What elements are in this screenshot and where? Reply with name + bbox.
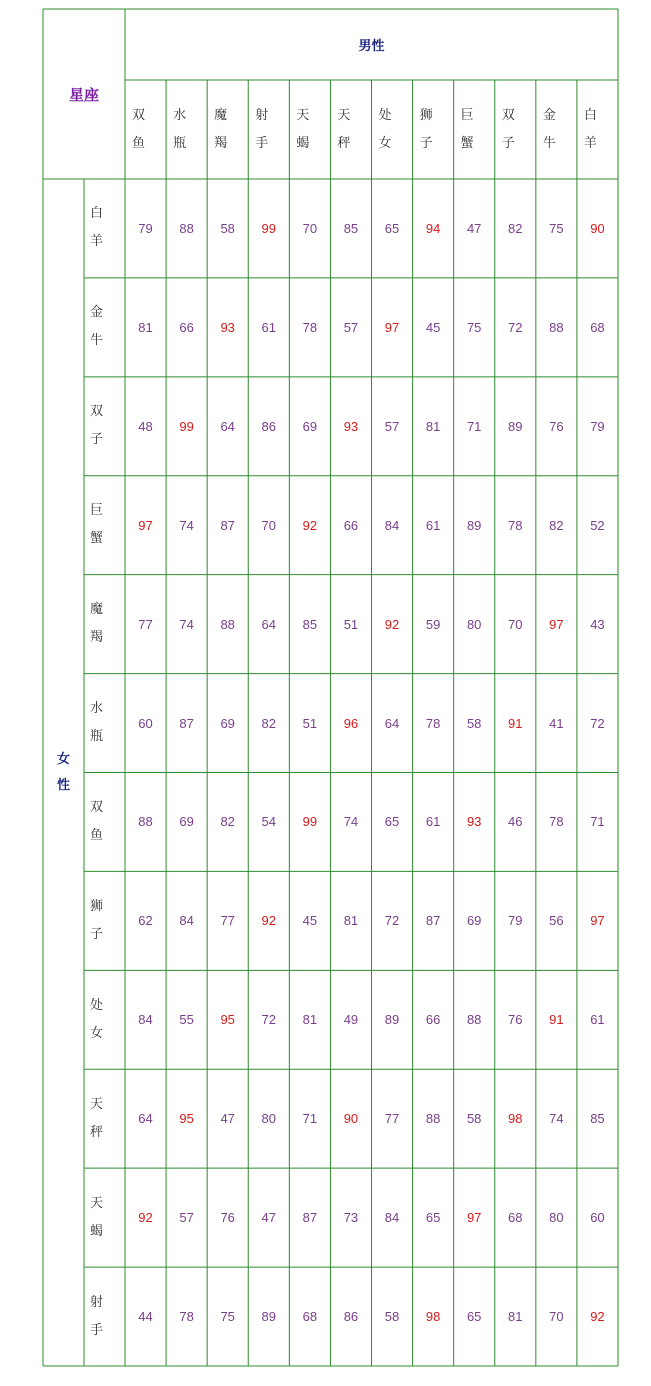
score-cell: 99 [261, 220, 277, 236]
score-cell: 49 [343, 1012, 359, 1028]
score-cell: 81 [343, 913, 359, 929]
score-cell: 68 [590, 319, 605, 335]
score-cell: 58 [220, 220, 235, 236]
score-cell: 78 [425, 715, 441, 731]
female-sign-header: 狮 子 [90, 898, 104, 942]
score-cell: 97 [384, 319, 400, 335]
score-cell: 72 [261, 1012, 277, 1028]
score-cell: 64 [138, 1111, 153, 1127]
score-cell: 56 [549, 913, 564, 929]
score-cell: 88 [220, 616, 235, 632]
score-cell: 71 [302, 1111, 318, 1127]
score-cell: 65 [425, 1210, 441, 1226]
score-cell: 62 [138, 913, 153, 929]
female-sign-header: 双 鱼 [90, 799, 104, 843]
score-cell: 92 [590, 1309, 605, 1325]
score-cell: 41 [549, 715, 564, 731]
female-sign-header: 金 牛 [90, 305, 104, 349]
score-cell: 88 [466, 1012, 482, 1028]
score-cell: 90 [343, 1111, 359, 1127]
score-cell: 92 [302, 517, 318, 533]
female-sign-header: 天 秤 [90, 1096, 104, 1140]
female-sign-header: 双 子 [90, 404, 104, 448]
score-cell: 81 [302, 1012, 318, 1028]
score-cell: 73 [343, 1210, 359, 1226]
female-sign-header: 水 瓶 [90, 701, 104, 745]
score-cell: 81 [508, 1309, 523, 1325]
score-cell: 54 [261, 814, 277, 830]
score-cell: 43 [590, 616, 605, 632]
score-cell: 97 [549, 616, 564, 632]
score-cell: 97 [590, 913, 605, 929]
score-cell: 98 [425, 1309, 441, 1325]
score-cell: 77 [220, 913, 235, 929]
score-cell: 85 [590, 1111, 605, 1127]
score-cell: 89 [466, 517, 482, 533]
score-cell: 74 [343, 814, 359, 830]
score-cell: 89 [508, 418, 523, 434]
score-cell: 65 [384, 814, 400, 830]
score-cell: 78 [179, 1309, 194, 1325]
score-cell: 70 [508, 616, 523, 632]
male-sign-header: 白 羊 [583, 107, 597, 151]
score-cell: 87 [179, 715, 194, 731]
score-cell: 82 [261, 715, 277, 731]
score-cell: 98 [508, 1111, 523, 1127]
score-cell: 68 [508, 1210, 523, 1226]
score-cell: 88 [425, 1111, 441, 1127]
score-cell: 95 [220, 1012, 235, 1028]
score-cell: 81 [138, 319, 153, 335]
male-sign-header: 水 瓶 [173, 107, 187, 151]
female-sign-header: 射 手 [90, 1294, 104, 1338]
score-cell: 66 [425, 1012, 441, 1028]
male-sign-header: 射 手 [255, 107, 269, 151]
score-cell: 75 [220, 1309, 235, 1325]
male-sign-header: 双 鱼 [132, 107, 146, 151]
score-cell: 84 [138, 1012, 153, 1028]
score-cell: 64 [220, 418, 235, 434]
score-cell: 71 [590, 814, 605, 830]
score-cell: 80 [261, 1111, 277, 1127]
score-cell: 79 [590, 418, 605, 434]
score-cell: 74 [179, 616, 194, 632]
score-cell: 69 [220, 715, 235, 731]
score-cell: 86 [343, 1309, 359, 1325]
score-cell: 84 [384, 1210, 400, 1226]
score-cell: 96 [343, 715, 359, 731]
score-cell: 88 [138, 814, 153, 830]
score-cell: 88 [549, 319, 564, 335]
score-cell: 79 [138, 220, 153, 236]
score-cell: 68 [302, 1309, 318, 1325]
score-cell: 60 [590, 1210, 605, 1226]
score-cell: 60 [138, 715, 153, 731]
score-cell: 72 [384, 913, 400, 929]
score-cell: 99 [179, 418, 194, 434]
score-cell: 91 [508, 715, 523, 731]
score-cell: 51 [302, 715, 318, 731]
score-cell: 97 [466, 1210, 482, 1226]
score-cell: 92 [261, 913, 277, 929]
male-sign-header: 狮 子 [419, 107, 433, 151]
score-cell: 78 [508, 517, 523, 533]
score-cell: 84 [384, 517, 400, 533]
score-cell: 95 [179, 1111, 194, 1127]
score-cell: 76 [508, 1012, 523, 1028]
score-cell: 58 [466, 1111, 482, 1127]
female-sign-header: 处 女 [90, 997, 104, 1041]
score-cell: 81 [425, 418, 441, 434]
score-cell: 55 [179, 1012, 194, 1028]
score-cell: 61 [590, 1012, 605, 1028]
score-cell: 78 [549, 814, 564, 830]
score-cell: 44 [138, 1309, 153, 1325]
score-cell: 77 [138, 616, 153, 632]
score-cell: 76 [220, 1210, 235, 1226]
female-sign-header: 天 蝎 [90, 1195, 104, 1239]
female-header-label: 女 性 [56, 751, 70, 793]
score-cell: 58 [384, 1309, 400, 1325]
score-cell: 91 [549, 1012, 564, 1028]
score-cell: 57 [179, 1210, 194, 1226]
score-cell: 51 [343, 616, 359, 632]
score-cell: 64 [261, 616, 277, 632]
male-header-label: 男性 [358, 39, 385, 54]
score-cell: 78 [302, 319, 318, 335]
score-cell: 65 [384, 220, 400, 236]
score-cell: 69 [302, 418, 318, 434]
score-cell: 64 [384, 715, 400, 731]
male-sign-header: 魔 羯 [214, 107, 228, 151]
score-cell: 93 [343, 418, 359, 434]
score-cell: 92 [384, 616, 400, 632]
score-cell: 71 [466, 418, 482, 434]
score-cell: 77 [384, 1111, 400, 1127]
score-cell: 47 [261, 1210, 277, 1226]
score-cell: 57 [343, 319, 359, 335]
score-cell: 94 [425, 220, 441, 236]
score-cell: 75 [549, 220, 564, 236]
male-sign-header: 双 子 [501, 107, 515, 151]
male-sign-header: 天 蝎 [296, 107, 310, 151]
score-cell: 61 [425, 814, 441, 830]
score-cell: 92 [138, 1210, 153, 1226]
score-cell: 87 [220, 517, 235, 533]
score-cell: 69 [466, 913, 482, 929]
score-cell: 93 [466, 814, 482, 830]
male-sign-header: 金 牛 [542, 107, 556, 151]
score-cell: 75 [466, 319, 482, 335]
score-cell: 99 [302, 814, 318, 830]
score-cell: 87 [425, 913, 441, 929]
score-cell: 90 [590, 220, 605, 236]
score-cell: 82 [549, 517, 564, 533]
score-cell: 72 [590, 715, 605, 731]
score-cell: 97 [138, 517, 153, 533]
score-cell: 79 [508, 913, 523, 929]
score-cell: 74 [549, 1111, 564, 1127]
score-cell: 45 [302, 913, 318, 929]
male-sign-header: 天 秤 [337, 107, 351, 151]
score-cell: 69 [179, 814, 194, 830]
score-cell: 66 [343, 517, 359, 533]
score-cell: 70 [261, 517, 277, 533]
corner-header-label: 星座 [68, 85, 99, 104]
male-sign-header: 巨 蟹 [460, 107, 474, 151]
score-cell: 65 [466, 1309, 482, 1325]
score-cell: 72 [508, 319, 523, 335]
score-cell: 88 [179, 220, 194, 236]
score-cell: 66 [179, 319, 194, 335]
female-sign-header: 白 羊 [90, 206, 104, 250]
score-cell: 46 [508, 814, 523, 830]
score-cell: 61 [425, 517, 441, 533]
score-cell: 47 [466, 220, 482, 236]
score-cell: 45 [425, 319, 441, 335]
score-cell: 70 [549, 1309, 564, 1325]
score-cell: 59 [425, 616, 441, 632]
score-cell: 58 [466, 715, 482, 731]
female-sign-header: 巨 蟹 [90, 503, 104, 547]
score-cell: 87 [302, 1210, 318, 1226]
score-cell: 85 [302, 616, 318, 632]
score-cell: 80 [466, 616, 482, 632]
score-cell: 89 [384, 1012, 400, 1028]
score-cell: 57 [384, 418, 400, 434]
score-cell: 82 [220, 814, 235, 830]
score-cell: 86 [261, 418, 277, 434]
score-cell: 82 [508, 220, 523, 236]
score-cell: 47 [220, 1111, 235, 1127]
score-cell: 84 [179, 913, 194, 929]
score-cell: 52 [590, 517, 605, 533]
score-cell: 48 [138, 418, 153, 434]
score-cell: 80 [549, 1210, 564, 1226]
score-cell: 76 [549, 418, 564, 434]
score-cell: 74 [179, 517, 194, 533]
score-cell: 85 [343, 220, 359, 236]
score-cell: 61 [261, 319, 277, 335]
score-cell: 93 [220, 319, 235, 335]
male-sign-header: 处 女 [378, 107, 392, 151]
female-sign-header: 魔 羯 [90, 602, 104, 646]
score-cell: 89 [261, 1309, 277, 1325]
score-cell: 70 [302, 220, 318, 236]
